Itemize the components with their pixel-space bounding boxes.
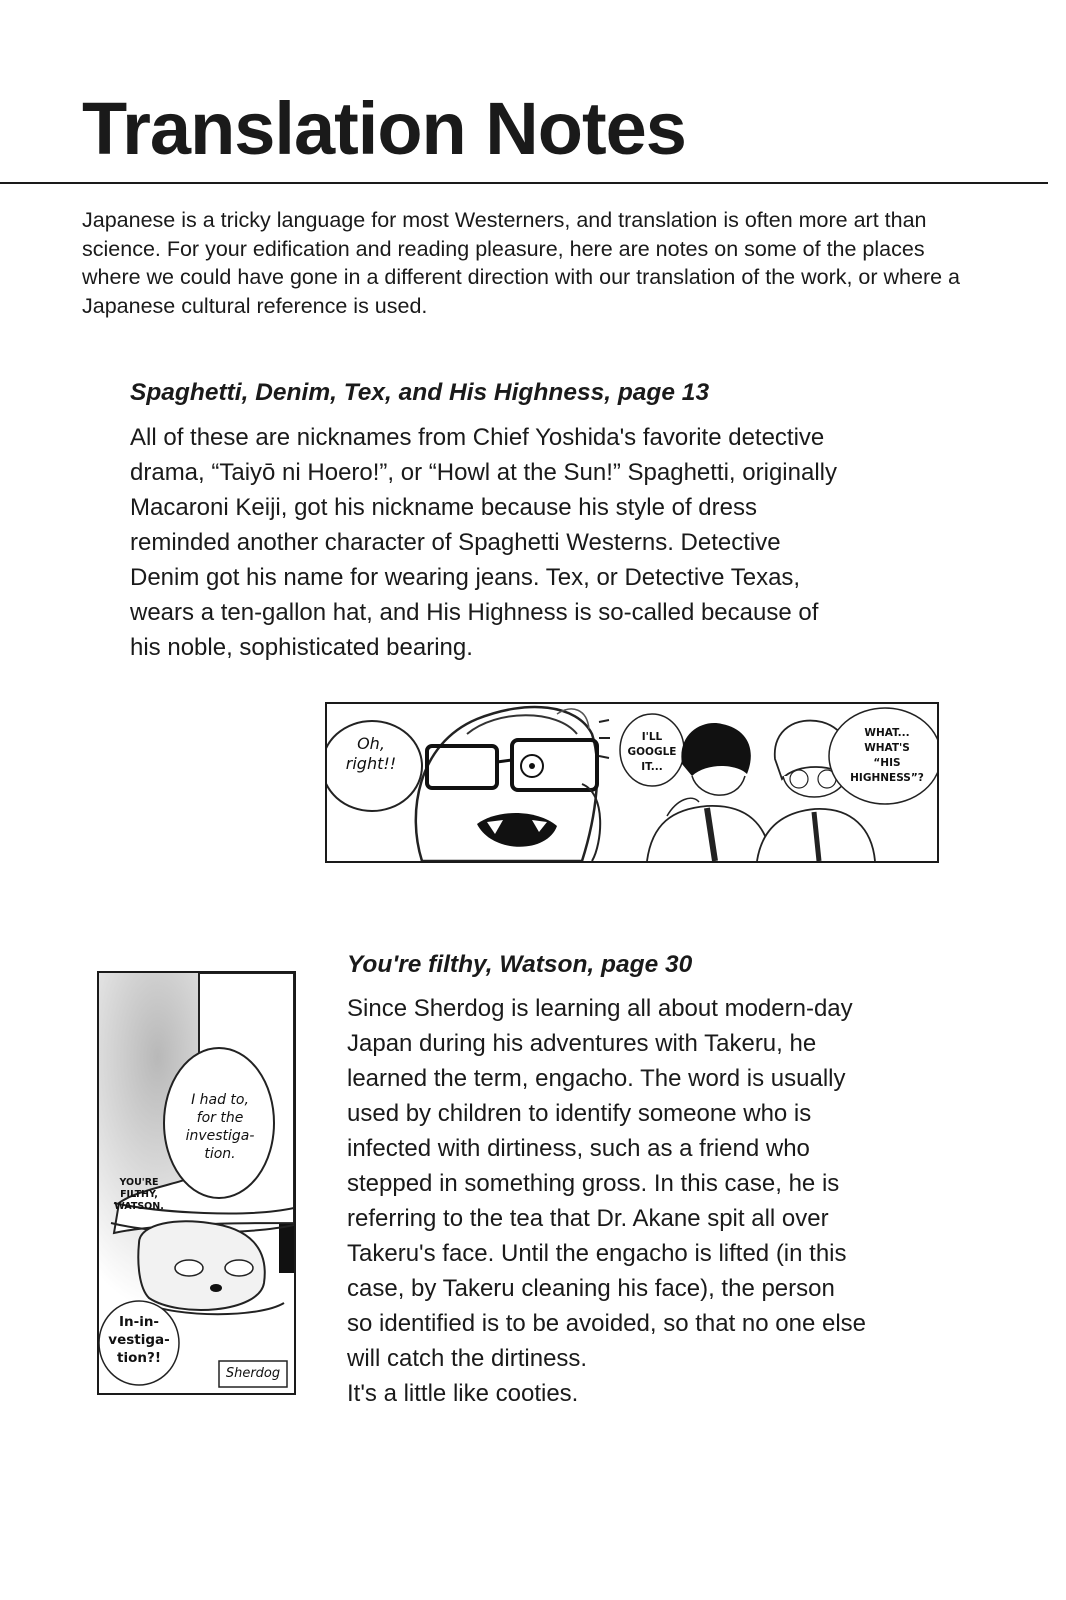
note-heading-spaghetti: Spaghetti, Denim, Tex, and His Highness, page 13: [130, 379, 710, 406]
bubble-line: “HIS: [873, 757, 901, 769]
bubble-line: tion.: [204, 1146, 236, 1162]
note-body-spaghetti: [130, 420, 930, 665]
note-line: referring to the tea that Dr. Akane spit all over: [347, 1205, 829, 1232]
note-line: reminded another character of Spaghetti Westerns. Detective: [130, 529, 781, 556]
bubble-line: right!!: [345, 754, 397, 773]
note-line: Japan during his adventures with Takeru, he: [347, 1030, 817, 1057]
bubble-line: WATSON.: [114, 1201, 164, 1212]
bubble-line: vestiga-: [108, 1332, 170, 1348]
intro-paragraph: Japanese is a tricky language for most Westerners, and translation is often more art than science. For your edification and reading pleasure, here are notes on some of the places where we could have gone in a different direction with our translation of the work, or where a Japanese cultural reference is used.: [82, 208, 961, 318]
note-line: stepped in something gross. In this case, he is: [347, 1170, 840, 1197]
note-line: drama, “Taiyō ni Hoero!”, or “Howl at the Sun!” Spaghetti, originally: [130, 459, 837, 486]
bubble-line: investiga-: [185, 1128, 255, 1144]
name-tag-sherdog: Sherdog: [225, 1366, 281, 1381]
note-line: learned the term, engacho. The word is usually: [347, 1065, 846, 1092]
bubble-line: YOU'RE: [119, 1177, 159, 1188]
bubble-line: FILTHY,: [120, 1189, 158, 1200]
text-youre-filthy-watson: [109, 1177, 169, 1213]
bubble-line: WHAT...: [864, 727, 910, 739]
bubble-line: HIGHNESS”?: [850, 772, 924, 784]
note-line: Since Sherdog is learning all about modern-day: [347, 995, 853, 1022]
bubble-in-investigation: [101, 1313, 177, 1367]
bubble-line: GOOGLE: [627, 746, 677, 758]
note-line: Denim got his name for wearing jeans. Tex, or Detective Texas,: [130, 564, 801, 591]
note-line: Takeru's face. Until the engacho is lifted (in this: [347, 1240, 847, 1267]
bubble-line: In-in-: [118, 1314, 160, 1330]
bubble-line: I'LL: [641, 731, 663, 743]
title-divider: [0, 182, 1048, 184]
manga-panel-chief-yoshida: [325, 702, 939, 863]
note-line: Macaroni Keiji, got his nickname because his style of dress: [130, 494, 757, 521]
manga-panel-sherdog: [97, 971, 296, 1395]
bubble-i-had-to: [173, 1091, 267, 1163]
note-line: so identified is to be avoided, so that no one else: [347, 1310, 867, 1337]
bubble-line: I had to,: [191, 1092, 249, 1108]
note-line: wears a ten-gallon hat, and His Highness is so-called because of: [130, 599, 819, 626]
note-line: It's a little like cooties.: [347, 1380, 579, 1407]
note-line: infected with dirtiness, such as a friend who: [347, 1135, 810, 1162]
bubble-line: Oh,: [357, 734, 385, 753]
note-heading-filthy-watson: You're filthy, Watson, page 30: [347, 951, 693, 978]
note-line: All of these are nicknames from Chief Yoshida's favorite detective: [130, 424, 825, 451]
bubble-line: IT...: [641, 761, 663, 773]
note-body-filthy-watson: [347, 991, 1037, 1411]
note-line: case, by Takeru cleaning his face), the person: [347, 1275, 835, 1302]
bubble-line: tion?!: [117, 1350, 161, 1366]
note-line: will catch the dirtiness.: [347, 1345, 588, 1372]
bubble-line: WHAT'S: [864, 742, 910, 754]
bubble-what-his-highness: [841, 726, 933, 786]
note-line: used by children to identify someone who is: [347, 1100, 812, 1127]
bubble-line: for the: [196, 1110, 244, 1126]
bubble-oh-right: [331, 734, 411, 774]
bubble-ill-google-it: [621, 730, 683, 775]
note-line: his noble, sophisticated bearing.: [130, 634, 473, 661]
page-title: Translation Notes: [82, 87, 686, 170]
